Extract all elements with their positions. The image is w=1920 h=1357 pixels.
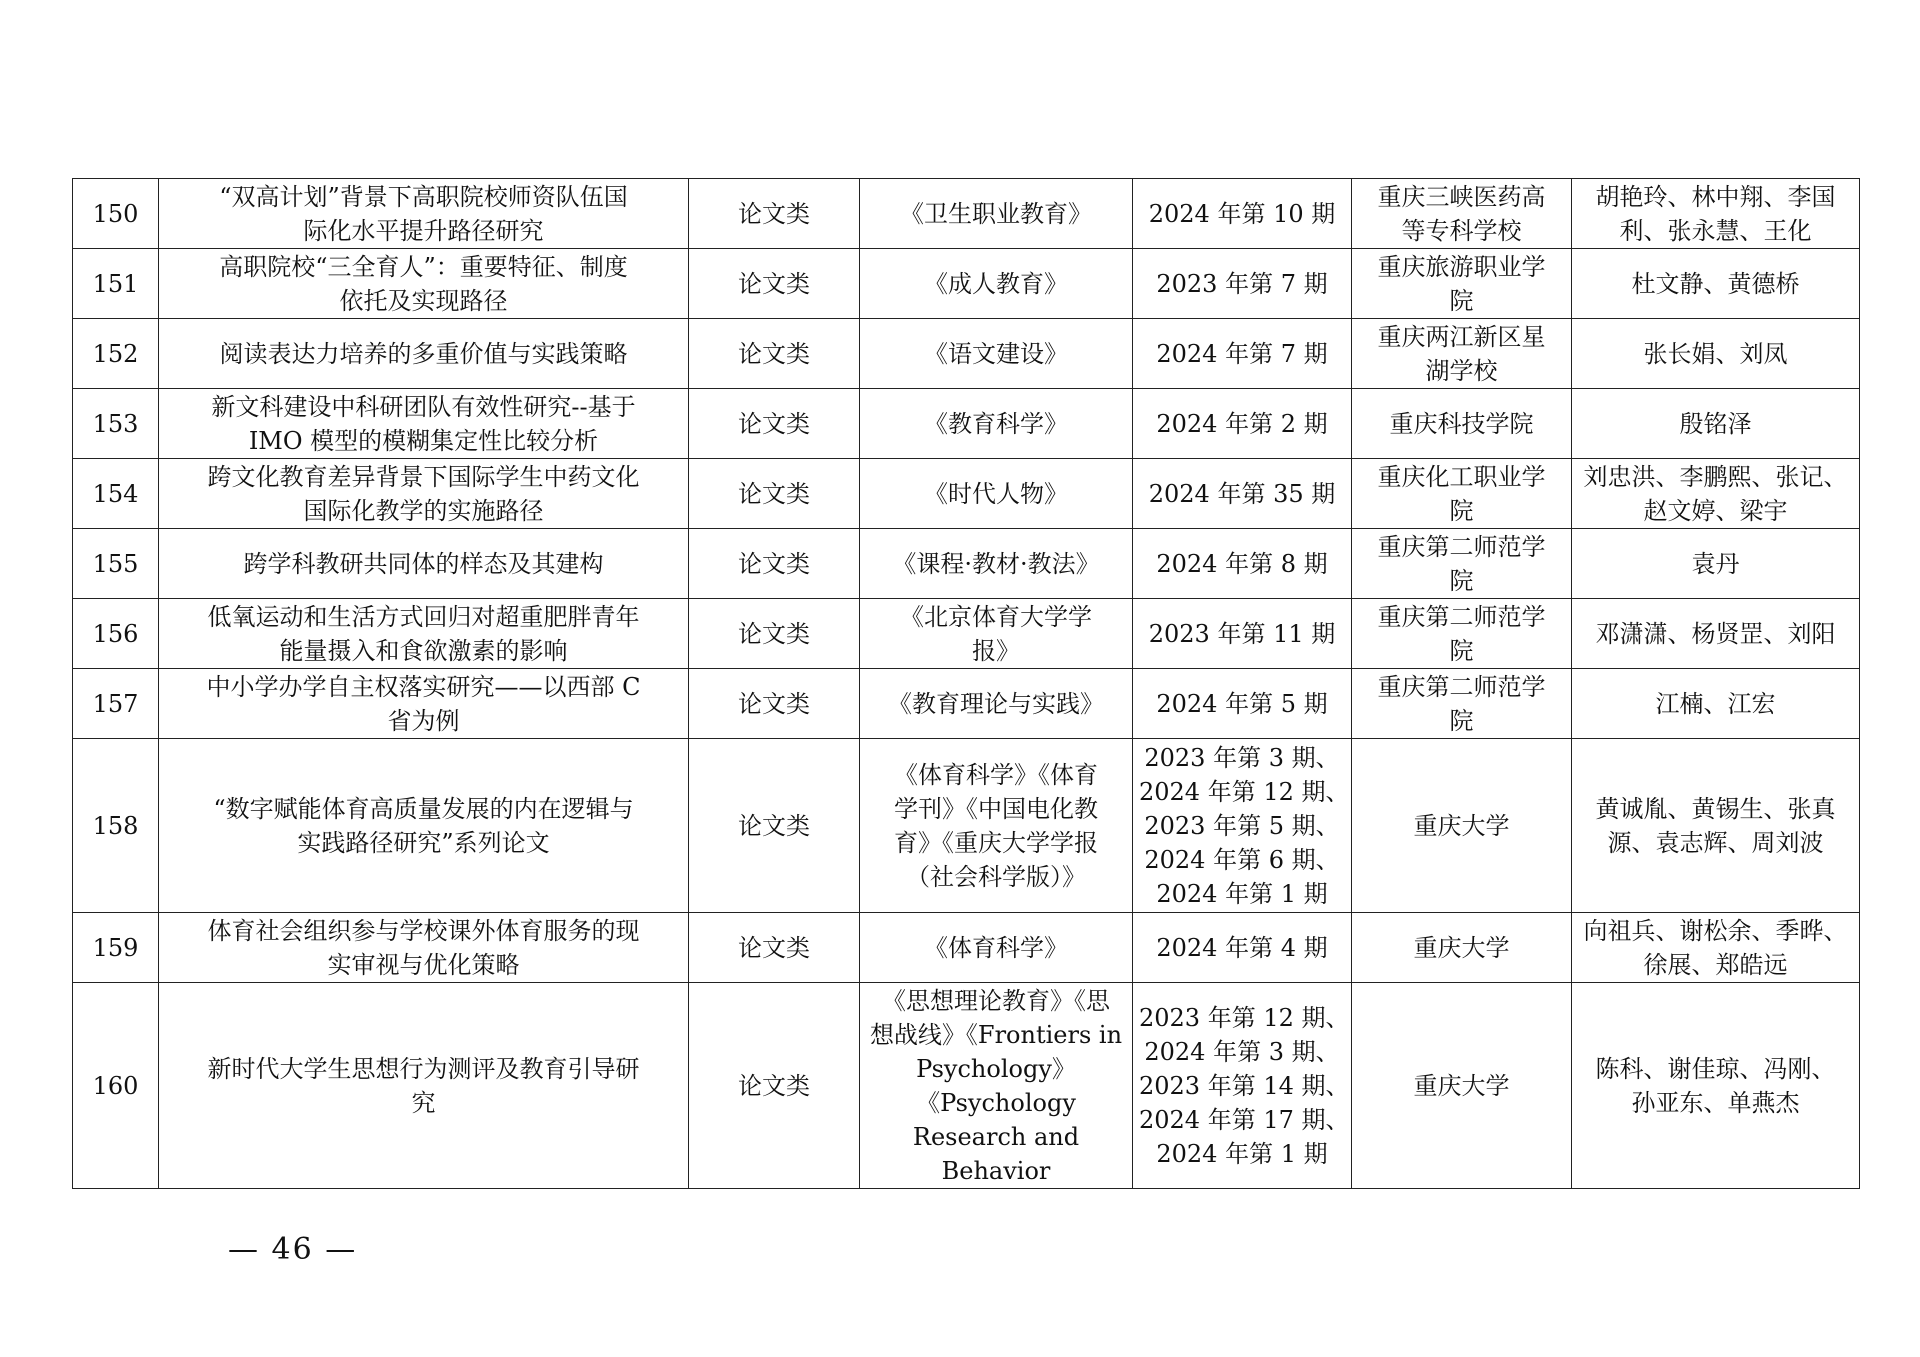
cell-unit-line: 等专科学校 — [1401, 216, 1522, 245]
cell-journal-line: 《教育科学》 — [924, 409, 1068, 438]
cell-title-line: 高职院校“三全育人”：重要特征、制度 — [219, 252, 628, 281]
cell-issue — [1133, 739, 1352, 913]
cell-issue — [1133, 913, 1352, 983]
cell-issue-line: 2024 年第 7 期 — [1156, 339, 1328, 368]
cell-authors-line: 徐展、郑皓远 — [1643, 950, 1788, 979]
cell-authors — [1572, 179, 1860, 249]
cell-title-line: 实践路径研究”系列论文 — [297, 828, 550, 857]
cell-unit-line: 院 — [1449, 286, 1474, 315]
cell-type: 论文类 — [689, 913, 860, 983]
cell-issue-line: 2024 年第 12 期、 — [1139, 777, 1350, 806]
table-row — [73, 249, 1860, 319]
cell-type: 论文类 — [689, 599, 860, 669]
cell-unit-line: 重庆大学 — [1413, 933, 1510, 962]
cell-journal-line: 《Psychology — [916, 1088, 1076, 1117]
cell-unit — [1352, 599, 1572, 669]
cell-title-line: 跨学科教研共同体的样态及其建构 — [243, 549, 604, 578]
cell-unit — [1352, 389, 1572, 459]
cell-title-line: 中小学办学自主权落实研究——以西部 C — [206, 672, 641, 701]
cell-issue-line: 2023 年第 5 期、 — [1144, 811, 1340, 840]
cell-issue-line: 2024 年第 6 期、 — [1144, 845, 1340, 874]
cell-authors-line: 江楠、江宏 — [1655, 689, 1776, 718]
cell-issue — [1133, 983, 1352, 1189]
cell-journal-line: 育》《重庆大学学报 — [894, 828, 1098, 857]
cell-journal — [860, 179, 1133, 249]
cell-authors — [1572, 983, 1860, 1189]
cell-authors — [1572, 459, 1860, 529]
cell-authors-line: 赵文婷、梁宇 — [1643, 496, 1788, 525]
cell-authors-line: 黄诚胤、黄锡生、张真 — [1595, 794, 1836, 823]
cell-journal — [860, 249, 1133, 319]
cell-journal — [860, 739, 1133, 913]
cell-authors — [1572, 739, 1860, 913]
cell-authors-line: 殷铭泽 — [1679, 409, 1752, 438]
cell-type: 论文类 — [689, 389, 860, 459]
cell-title-line: 实审视与优化策略 — [327, 950, 520, 979]
table-row — [73, 179, 1860, 249]
cell-issue — [1133, 459, 1352, 529]
cell-issue-line: 2024 年第 5 期 — [1156, 689, 1328, 718]
cell-authors — [1572, 913, 1860, 983]
cell-title — [159, 249, 689, 319]
records-table — [72, 178, 1860, 1189]
cell-authors-line: 陈科、谢佳琼、冯刚、 — [1595, 1054, 1836, 1083]
cell-authors-line: 利、张永慧、王化 — [1619, 216, 1812, 245]
cell-issue — [1133, 319, 1352, 389]
cell-title — [159, 913, 689, 983]
cell-authors-line: 源、袁志辉、周刘波 — [1607, 828, 1824, 857]
cell-type: 论文类 — [689, 739, 860, 913]
cell-unit-line: 重庆大学 — [1413, 811, 1510, 840]
cell-number: 150 — [73, 179, 159, 249]
cell-title — [159, 459, 689, 529]
cell-authors — [1572, 319, 1860, 389]
cell-journal-line: 想战线》《Frontiers in — [869, 1020, 1123, 1049]
cell-journal — [860, 389, 1133, 459]
cell-unit — [1352, 249, 1572, 319]
table-row — [73, 529, 1860, 599]
cell-issue-line: 2024 年第 1 期 — [1156, 1139, 1328, 1168]
cell-issue-line: 2023 年第 14 期、 — [1139, 1071, 1350, 1100]
cell-title-line: 体育社会组织参与学校课外体育服务的现 — [207, 916, 640, 945]
cell-unit-line: 湖学校 — [1425, 356, 1498, 385]
cell-authors-line: 邓潇潇、杨贤罡、刘阳 — [1595, 619, 1836, 648]
cell-issue-line: 2024 年第 3 期、 — [1144, 1037, 1340, 1066]
cell-unit-line: 院 — [1449, 566, 1474, 595]
cell-title — [159, 669, 689, 739]
cell-authors — [1572, 249, 1860, 319]
cell-unit-line: 院 — [1449, 636, 1474, 665]
cell-journal-line: 《教育理论与实践》 — [888, 689, 1104, 718]
cell-issue — [1133, 669, 1352, 739]
cell-unit-line: 重庆旅游职业学 — [1377, 252, 1546, 281]
cell-issue — [1133, 599, 1352, 669]
cell-title-line: 究 — [411, 1088, 436, 1117]
cell-title-line: IMO 模型的模糊集定性比较分析 — [248, 426, 599, 455]
table-row — [73, 389, 1860, 459]
cell-type: 论文类 — [689, 529, 860, 599]
cell-number: 153 — [73, 389, 159, 459]
cell-authors-line: 杜文静、黄德桥 — [1631, 269, 1800, 298]
cell-authors — [1572, 669, 1860, 739]
table-row — [73, 459, 1860, 529]
cell-issue-line: 2024 年第 10 期 — [1148, 199, 1336, 228]
cell-unit — [1352, 529, 1572, 599]
cell-journal-line: 《体育科学》《体育 — [894, 760, 1098, 789]
cell-title-line: 依托及实现路径 — [339, 286, 508, 315]
cell-issue-line: 2023 年第 11 期 — [1148, 619, 1336, 648]
cell-issue-line: 2024 年第 17 期、 — [1139, 1105, 1350, 1134]
cell-authors — [1572, 529, 1860, 599]
cell-unit — [1352, 913, 1572, 983]
cell-issue-line: 2024 年第 4 期 — [1156, 933, 1328, 962]
cell-unit-line: 院 — [1449, 706, 1474, 735]
cell-unit-line: 重庆大学 — [1413, 1071, 1510, 1100]
cell-title — [159, 599, 689, 669]
cell-title — [159, 739, 689, 913]
cell-unit-line: 重庆第二师范学 — [1377, 602, 1546, 631]
cell-authors-line: 胡艳玲、林中翔、李国 — [1595, 182, 1836, 211]
cell-title-line: 新文科建设中科研团队有效性研究--基于 — [211, 392, 636, 421]
cell-issue-line: 2024 年第 8 期 — [1156, 549, 1328, 578]
table-row — [73, 913, 1860, 983]
cell-number: 152 — [73, 319, 159, 389]
cell-type: 论文类 — [689, 983, 860, 1189]
cell-journal — [860, 669, 1133, 739]
cell-journal-line: 《课程·教材·教法》 — [892, 549, 1100, 578]
cell-authors-line: 孙亚东、单燕杰 — [1631, 1088, 1800, 1117]
cell-number: 154 — [73, 459, 159, 529]
cell-unit — [1352, 179, 1572, 249]
cell-number: 160 — [73, 983, 159, 1189]
cell-journal — [860, 459, 1133, 529]
table-row — [73, 983, 1860, 1189]
cell-journal — [860, 319, 1133, 389]
cell-journal — [860, 599, 1133, 669]
cell-journal — [860, 913, 1133, 983]
cell-issue — [1133, 249, 1352, 319]
cell-type: 论文类 — [689, 459, 860, 529]
cell-title-line: 阅读表达力培养的多重价值与实践策略 — [219, 339, 628, 368]
page-number: — 46 — — [228, 1232, 358, 1267]
cell-title-line: 能量摄入和食欲激素的影响 — [279, 636, 568, 665]
cell-journal-line: Psychology》 — [916, 1054, 1076, 1083]
cell-journal-line: Research and — [912, 1122, 1080, 1151]
cell-number: 157 — [73, 669, 159, 739]
cell-unit — [1352, 739, 1572, 913]
cell-journal-line: 《体育科学》 — [924, 933, 1068, 962]
cell-title — [159, 389, 689, 459]
cell-issue — [1133, 529, 1352, 599]
cell-issue-line: 2023 年第 3 期、 — [1144, 743, 1340, 772]
cell-title — [159, 179, 689, 249]
cell-unit-line: 重庆第二师范学 — [1377, 672, 1546, 701]
cell-authors — [1572, 389, 1860, 459]
cell-journal — [860, 983, 1133, 1189]
cell-title-line: 低氧运动和生活方式回归对超重肥胖青年 — [207, 602, 640, 631]
cell-type: 论文类 — [689, 179, 860, 249]
cell-journal-line: 《思想理论教育》《思 — [882, 986, 1110, 1015]
cell-issue-line: 2024 年第 2 期 — [1156, 409, 1328, 438]
cell-issue-line: 2024 年第 1 期 — [1156, 879, 1328, 908]
cell-title-line: 际化水平提升路径研究 — [303, 216, 544, 245]
cell-number: 158 — [73, 739, 159, 913]
cell-journal-line: 《语文建设》 — [924, 339, 1068, 368]
cell-unit-line: 重庆第二师范学 — [1377, 532, 1546, 561]
cell-type: 论文类 — [689, 319, 860, 389]
cell-journal — [860, 529, 1133, 599]
cell-unit-line: 重庆三峡医药高 — [1377, 182, 1546, 211]
cell-title-line: 新时代大学生思想行为测评及教育引导研 — [207, 1054, 640, 1083]
cell-number: 155 — [73, 529, 159, 599]
cell-journal-line: 《北京体育大学学 — [900, 602, 1092, 631]
cell-title — [159, 529, 689, 599]
cell-journal-line: （社会科学版）》 — [906, 862, 1086, 891]
cell-unit-line: 重庆两江新区星 — [1377, 322, 1546, 351]
cell-issue-line: 2024 年第 35 期 — [1148, 479, 1336, 508]
cell-unit — [1352, 319, 1572, 389]
cell-authors — [1572, 599, 1860, 669]
cell-unit — [1352, 669, 1572, 739]
cell-authors-line: 刘忠洪、李鹏熙、张记、 — [1583, 462, 1848, 491]
cell-number: 156 — [73, 599, 159, 669]
cell-journal-line: 《成人教育》 — [924, 269, 1068, 298]
cell-title-line: 跨文化教育差异背景下国际学生中药文化 — [207, 462, 640, 491]
cell-unit — [1352, 983, 1572, 1189]
cell-journal-line: 报》 — [972, 636, 1020, 665]
cell-unit-line: 重庆化工职业学 — [1377, 462, 1546, 491]
cell-issue — [1133, 389, 1352, 459]
cell-title-line: “双高计划”背景下高职院校师资队伍国 — [219, 182, 628, 211]
cell-issue-line: 2023 年第 12 期、 — [1139, 1003, 1350, 1032]
table-row — [73, 739, 1860, 913]
cell-issue — [1133, 179, 1352, 249]
cell-authors-line: 张长娟、刘凤 — [1643, 339, 1788, 368]
cell-type: 论文类 — [689, 669, 860, 739]
cell-number: 151 — [73, 249, 159, 319]
table-row — [73, 319, 1860, 389]
cell-authors-line: 袁丹 — [1691, 549, 1740, 578]
cell-journal-line: 《时代人物》 — [924, 479, 1068, 508]
cell-journal-line: 学刊》《中国电化教 — [894, 794, 1098, 823]
table-row — [73, 669, 1860, 739]
cell-issue-line: 2023 年第 7 期 — [1156, 269, 1328, 298]
cell-type: 论文类 — [689, 249, 860, 319]
cell-title — [159, 983, 689, 1189]
cell-unit — [1352, 459, 1572, 529]
cell-title-line: 省为例 — [387, 706, 460, 735]
cell-journal-line: Behavior — [941, 1156, 1051, 1185]
cell-unit-line: 院 — [1449, 496, 1474, 525]
cell-title-line: “数字赋能体育高质量发展的内在逻辑与 — [213, 794, 634, 823]
table-row — [73, 599, 1860, 669]
cell-journal-line: 《卫生职业教育》 — [900, 199, 1092, 228]
cell-unit-line: 重庆科技学院 — [1389, 409, 1534, 438]
cell-title-line: 国际化教学的实施路径 — [303, 496, 544, 525]
cell-authors-line: 向祖兵、谢松余、季晔、 — [1583, 916, 1848, 945]
records-table-body — [73, 179, 1860, 1189]
cell-title — [159, 319, 689, 389]
cell-number: 159 — [73, 913, 159, 983]
